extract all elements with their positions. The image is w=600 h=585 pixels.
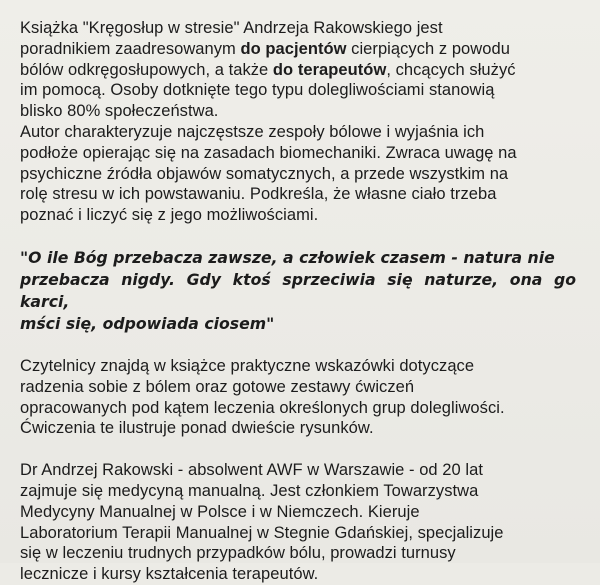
emphasis-therapists: do terapeutów — [272, 60, 387, 79]
text-line: Ćwiczenia te ilustruje ponad dwieście rysunków. — [20, 419, 374, 438]
text-line — [20, 60, 576, 81]
text-run: , chcących służyć — [386, 60, 516, 79]
text-line: Medycyny Manualnej w Polsce i w Niemczech. Kieruje — [20, 502, 420, 521]
spacer — [20, 439, 576, 460]
text-line: podłoże opierając się na zasadach biomechaniki. Zwraca uwagę na — [20, 143, 517, 162]
text-line: lecznicze i kursy kształcenia terapeutów. — [20, 565, 319, 584]
text-run: bólów odkręgosłupowych, a także — [20, 60, 273, 79]
text-line: Książka "Kręgosłup w stresie" Andrzeja Rakowskiego jest — [20, 19, 443, 37]
text-run: cierpiących z powodu — [346, 39, 510, 58]
text-line: im pomocą. Osoby dotknięte tego typu dolegliwościami stanowią — [20, 81, 495, 100]
text-line: poznać i liczyć się z jego możliwościami. — [20, 206, 319, 225]
text-line: Autor charakteryzuje najczęstsze zespoły bólowe i wyjaśnia ich — [20, 122, 485, 141]
text-line: opracowanych pod kątem leczenia określonych grup dolegliwości. — [20, 398, 505, 417]
text-run: poradnikiem zaadresowanym — [20, 39, 241, 58]
text-line: się w leczeniu trudnych przypadków bólu, prowadzi turnusy — [20, 544, 456, 563]
spacer — [20, 226, 576, 247]
text-line: Dr Andrzej Rakowski - absolwent AWF w Warszawie - od 20 lat — [20, 461, 483, 480]
quote-line: przebacza nigdy. Gdy ktoś sprzeciwia się naturze, ona go karci, — [20, 269, 576, 311]
text-line: radzenia sobie z bólem oraz gotowe zestawy ćwiczeń — [20, 377, 415, 396]
intro-paragraph — [20, 18, 576, 122]
text-line: Laboratorium Terapii Manualnej w Stegnie Gdańskiej, specjalizuje — [20, 523, 504, 542]
quote-line: mści się, odpowiada ciosem" — [20, 313, 275, 333]
text-line — [20, 39, 576, 60]
text-line: zajmuje się medycyną manualną. Jest członkiem Towarzystwa — [20, 481, 479, 500]
text-line: psychiczne źródła objawów somatycznych, a przede wszystkim na — [20, 164, 509, 183]
emphasis-patients: do pacjentów — [240, 39, 347, 58]
text-line: blisko 80% społeczeństwa. — [20, 102, 219, 121]
readers-paragraph — [20, 356, 576, 439]
spacer — [20, 335, 576, 356]
bio-paragraph — [20, 460, 576, 585]
quote-line: "O ile Bóg przebacza zawsze, a człowiek czasem - natura nie — [20, 247, 555, 267]
text-line: rolę stresu w ich powstawaniu. Podkreśla, że własne ciało trzeba — [20, 185, 497, 204]
author-paragraph — [20, 122, 576, 226]
text-line: Czytelnicy znajdą w książce praktyczne wskazówki dotyczące — [20, 356, 475, 375]
quote-paragraph — [20, 247, 576, 335]
